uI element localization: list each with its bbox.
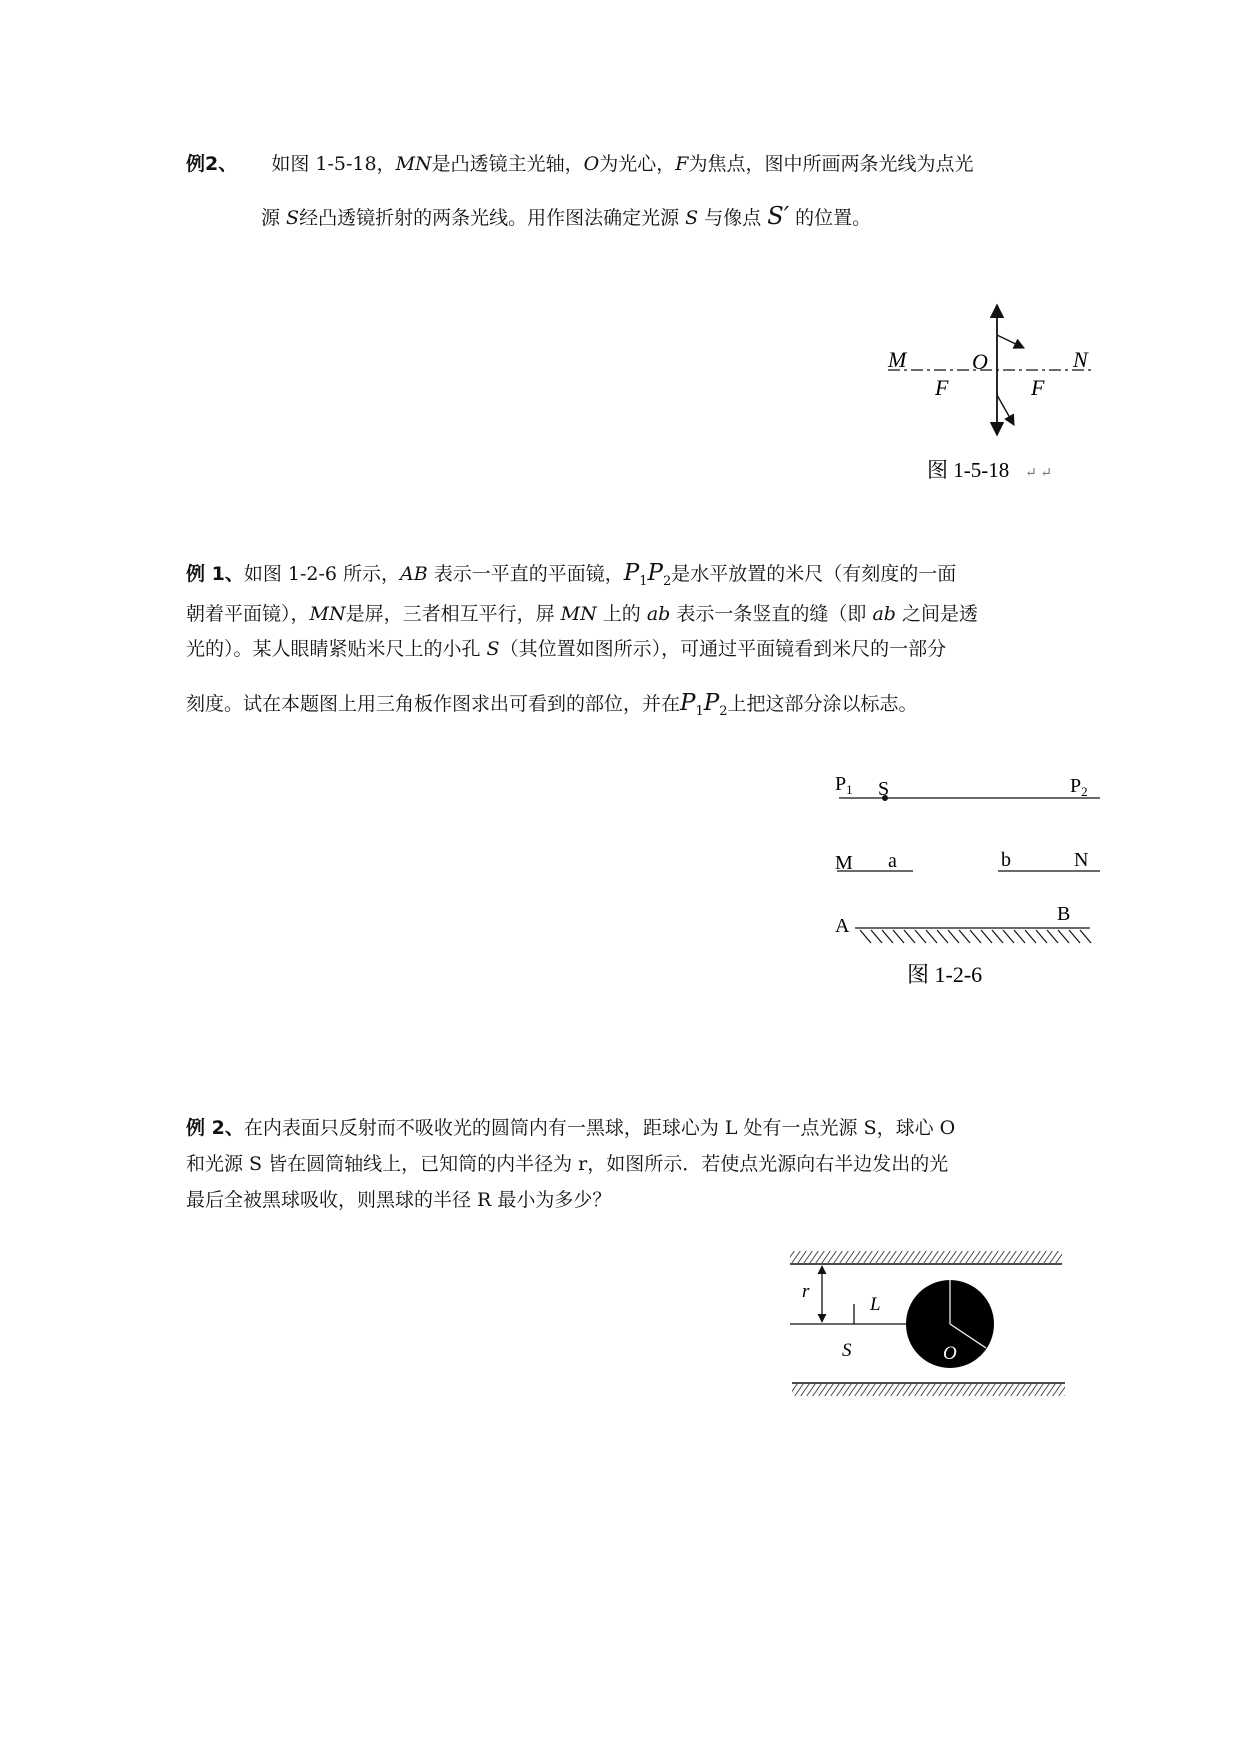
cylinder-figure bbox=[780, 1245, 1080, 1395]
figure-caption: 图 1-2-6 bbox=[907, 962, 983, 987]
refracted-ray-lower bbox=[997, 395, 1014, 425]
label-p2: $P_2$ bbox=[1070, 775, 1088, 799]
label-n: N bbox=[1074, 849, 1089, 871]
hatch-mark bbox=[1014, 930, 1025, 943]
example-2-line-1: 例 1、如图 1-2-6 所示，AB 表示一平直的平面镜，$P_1P_2$是水平放置的米尺（有刻度的一面 bbox=[186, 560, 957, 589]
example-2-line-4: 刻度。试在本题图上用三角板作图求出可看到的部位，并在$P_1P_2$上把这部分涂以标志。 bbox=[186, 690, 918, 719]
hatch-mark bbox=[992, 930, 1003, 943]
hatch-mark bbox=[1047, 930, 1058, 943]
lens-figure bbox=[880, 295, 1110, 495]
example-3-line-1: 例 2、在内表面只反射而不吸收光的圆筒内有一黑球，距球心为 L 处有一点光源 S，球心 O bbox=[186, 1117, 956, 1139]
cylinder-wall-bottom bbox=[792, 1384, 1065, 1396]
example-1-label: 例2、 bbox=[186, 153, 238, 175]
label-f-right: F bbox=[1031, 375, 1045, 400]
hatch-mark bbox=[1025, 930, 1036, 943]
hatch-mark bbox=[1069, 930, 1080, 943]
hatch-mark bbox=[926, 930, 937, 943]
label-m: M bbox=[835, 852, 853, 874]
hatch-mark bbox=[893, 930, 904, 943]
example-2-line-3: 光的）。某人眼睛紧贴米尺上的小孔 S（其位置如图所示），可通过平面镜看到米尺的一部分 bbox=[186, 638, 947, 660]
example-2-line-2: 朝着平面镜），MN是屏，三者相互平行，屏 MN 上的 ab 表示一条竖直的缝（即 ab 之间是透 bbox=[186, 603, 978, 625]
label-f-left: F bbox=[935, 375, 949, 400]
example-1-line-2: 源 S经凸透镜折射的两条光线。用作图法确定光源 S 与像点 S′ 的位置。 bbox=[261, 202, 872, 230]
hatch-mark bbox=[915, 930, 926, 943]
refracted-ray-upper bbox=[997, 335, 1024, 348]
label-a: a bbox=[888, 850, 897, 872]
label-p1: $P_1$ bbox=[835, 773, 853, 797]
example-3-line-2: 和光源 S 皆在圆筒轴线上，已知筒的内半径为 r，如图所示．若使点光源向右半边发出的光 bbox=[186, 1153, 949, 1175]
example-3-label: 例 2、 bbox=[186, 1117, 244, 1139]
hatch-mark bbox=[1003, 930, 1014, 943]
label-o: O bbox=[943, 1343, 957, 1364]
example-2-label: 例 1、 bbox=[186, 563, 244, 585]
label-b: b bbox=[1001, 849, 1011, 871]
hatch-mark bbox=[937, 930, 948, 943]
hatch-mark bbox=[882, 930, 893, 943]
hatch-mark bbox=[970, 930, 981, 943]
figure-caption: 图 1-5-18 bbox=[927, 458, 1010, 482]
label-B: B bbox=[1057, 903, 1071, 925]
label-l: L bbox=[870, 1294, 881, 1315]
hatch-mark bbox=[860, 930, 871, 943]
label-A: A bbox=[835, 915, 850, 937]
hatch-mark bbox=[871, 930, 882, 943]
hatch-mark bbox=[1036, 930, 1047, 943]
hatch-mark bbox=[1058, 930, 1069, 943]
example-1-line-1: 例2、 如图 1-5-18，MN是凸透镜主光轴，O为光心，F为焦点，图中所画两条光线为点光 bbox=[186, 153, 974, 175]
hatch-mark bbox=[904, 930, 915, 943]
label-s: S bbox=[842, 1340, 852, 1361]
label-o: O bbox=[972, 349, 988, 374]
example-3-line-3: 最后全被黑球吸收，则黑球的半径 R 最小为多少？ bbox=[186, 1189, 612, 1211]
mirror-hatching bbox=[860, 930, 1091, 943]
label-n: N bbox=[1073, 347, 1088, 372]
hatch-mark bbox=[959, 930, 970, 943]
hatch-mark bbox=[948, 930, 959, 943]
label-s: S bbox=[878, 778, 890, 800]
paragraph-marks: ↵ ↵ bbox=[1025, 466, 1052, 481]
label-r: r bbox=[802, 1281, 810, 1302]
hatch-mark bbox=[1080, 930, 1091, 943]
mirror-figure bbox=[825, 760, 1115, 1000]
cylinder-wall-top bbox=[790, 1251, 1062, 1263]
hatch-mark bbox=[981, 930, 992, 943]
label-m: M bbox=[888, 347, 907, 372]
